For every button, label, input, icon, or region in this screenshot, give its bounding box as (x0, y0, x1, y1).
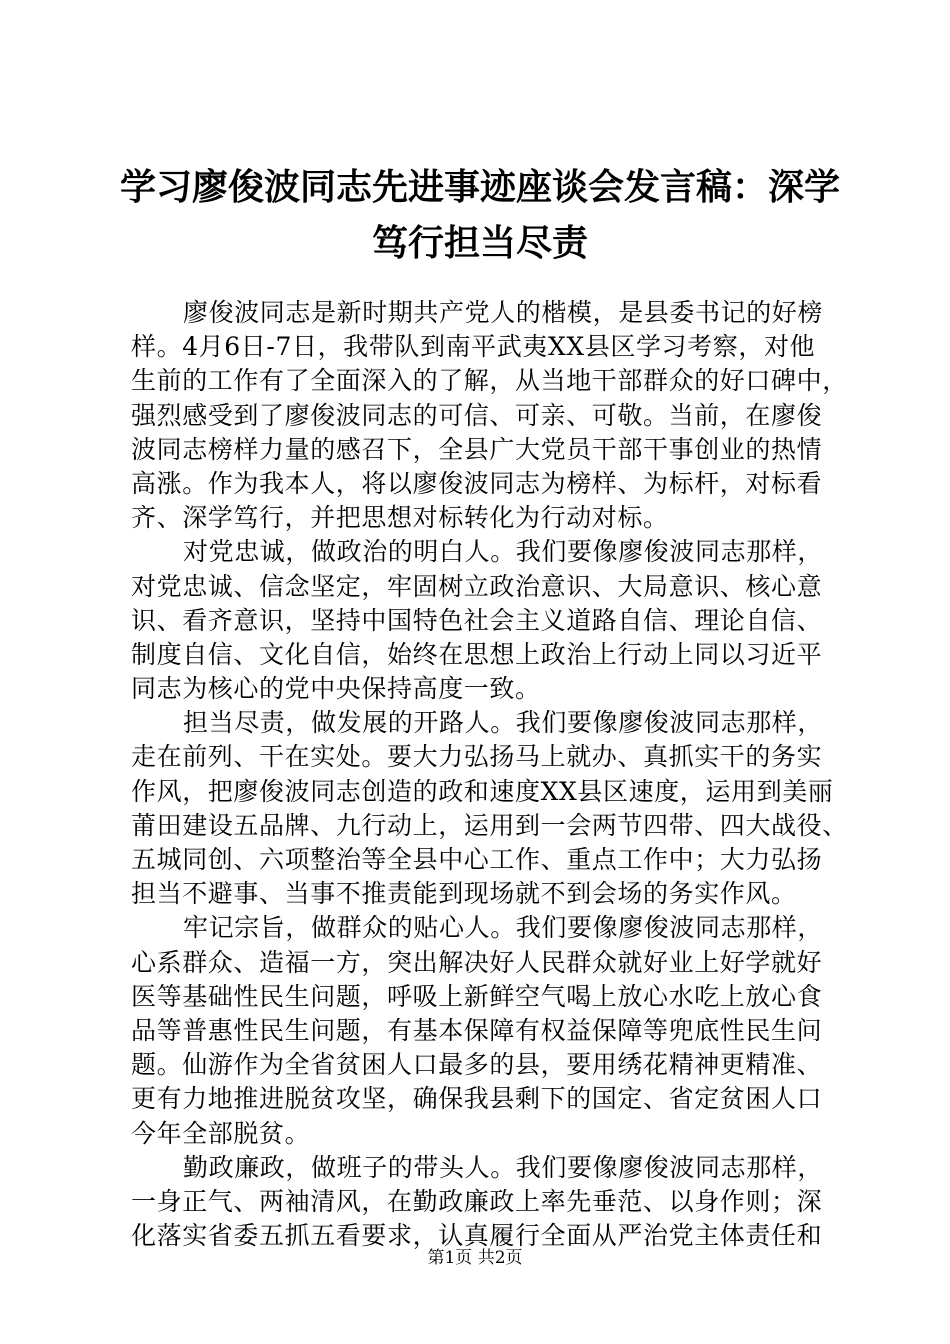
body-line: 一身正气、两袖清风，在勤政廉政上率先垂范、以身作则；深 (131, 1186, 823, 1216)
body-line: 心系群众、造福一方，突出解决好人民群众就好业上好学就好 (131, 947, 823, 977)
body-line: 同志为核心的党中央保持高度一致。 (131, 674, 541, 704)
paragraph-first-line: 廖俊波同志是新时期共产党人的楷模，是县委书记的好榜 (183, 298, 824, 327)
body-line: 品等普惠性民生问题，有基本保障有权益保障等兜底性民生问 (131, 1015, 823, 1045)
title-line: 笃行担当尽责 (371, 223, 588, 264)
paragraph-first-line: 对党忠诚，做政治的明白人。我们要像廖俊波同志那样， (183, 537, 824, 567)
body-line: 对党忠诚、信念坚定，牢固树立政治意识、大局意识、核心意 (131, 571, 823, 601)
title-line: 学习廖俊波同志先进事迹座谈会发言稿：深学 (120, 167, 841, 208)
body-line: 担当不避事、当事不推责能到现场就不到会场的务实作风。 (131, 879, 797, 909)
body-line: 化落实省委五抓五看要求，认真履行全面从严治党主体责任和 (131, 1221, 823, 1251)
page-number-footer: 第1页 共2页 (427, 1248, 523, 1268)
body-line: 五城同创、六项整治等全县中心工作、重点工作中；大力弘扬 (131, 845, 823, 874)
body-line: 齐、深学笃行，并把思想对标转化为行动对标。 (131, 503, 669, 533)
body-line: 生前的工作有了全面深入的了解，从当地干部群众的好口碑中， (131, 366, 848, 396)
document-body (131, 296, 848, 1253)
body-line: 识、看齐意识，坚持中国特色社会主义道路自信、理论自信、 (131, 605, 823, 635)
body-line: 高涨。作为我本人，将以廖俊波同志为榜样、为标杆，对标看 (131, 468, 823, 498)
body-line: 题。仙游作为全省贫困人口最多的县，要用绣花精神更精准、 (131, 1050, 823, 1080)
paragraph-first-line: 担当尽责，做发展的开路人。我们要像廖俊波同志那样， (183, 708, 824, 738)
body-line: 波同志榜样力量的感召下，全县广大党员干部干事创业的热情 (131, 434, 823, 464)
body-line: 样。4月6日-7日，我带队到南平武夷XX县区学习考察，对他 (131, 332, 816, 362)
body-line: 更有力地推进脱贫攻坚，确保我县剩下的国定、省定贫困人口 (131, 1084, 823, 1114)
document-title (120, 160, 840, 272)
body-line: 作风，把廖俊波同志创造的政和速度XX县区速度，运用到美丽 (131, 776, 834, 806)
body-line: 今年全部脱贫。 (131, 1118, 311, 1148)
body-line: 强烈感受到了廖俊波同志的可信、可亲、可敬。当前，在廖俊 (131, 400, 823, 430)
body-line: 莆田建设五品牌、九行动上，运用到一会两节四带、四大战役、 (131, 810, 848, 840)
paragraph-first-line: 勤政廉政，做班子的带头人。我们要像廖俊波同志那样， (183, 1152, 824, 1182)
body-line: 医等基础性民生问题，呼吸上新鲜空气喝上放心水吃上放心食 (131, 981, 823, 1011)
paragraph-first-line: 牢记宗旨，做群众的贴心人。我们要像廖俊波同志那样， (183, 913, 824, 943)
body-line: 走在前列、干在实处。要大力弘扬马上就办、真抓实干的务实 (131, 742, 823, 772)
body-line: 制度自信、文化自信，始终在思想上政治上行动上同以习近平 (131, 639, 823, 669)
